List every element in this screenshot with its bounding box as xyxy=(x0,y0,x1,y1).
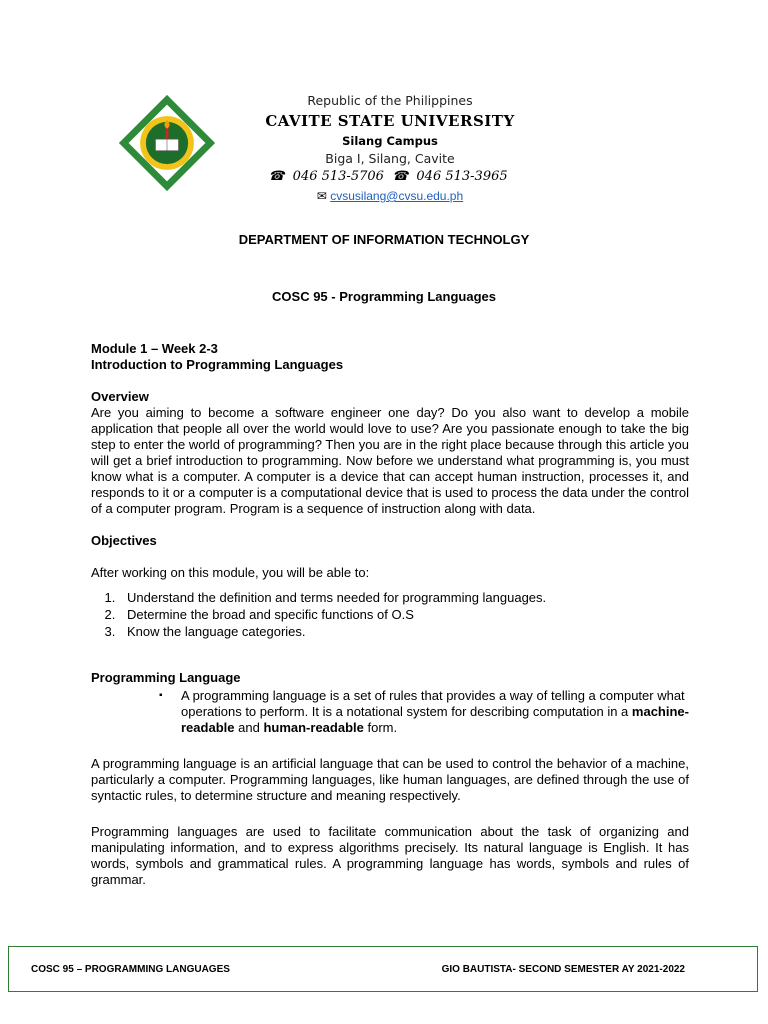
list-item: 3. Know the language categories. xyxy=(119,623,689,640)
department-title: DEPARTMENT OF INFORMATION TECHNOLGY xyxy=(238,232,530,247)
email-line xyxy=(250,187,530,205)
paragraph-artificial-language: A programming language is an artificial language that can be used to control the behavior of a machine, particularly a computer. Programming languages, like human languages, are defined through the use of syntactic rules, to determine structure and meaning respectively. xyxy=(91,756,689,803)
letterhead xyxy=(250,92,530,205)
overview-text: Are you aiming to become a software engineer one day? Do you also want to develop a mobile application that people all over the world would love to use? Are you passionate enough to take the big step to enter the world of programming? Then you are in the right place because through this article you will get a brief introduction to programming. Now before we understand what programming is, you must know what is a computer. A computer is a device that can accept human instruction, processes it, and responds to it or a computer is a computational device that is used to process the data under the control of a computer program. Program is a sequence of instruction along with data. xyxy=(91,405,689,516)
republic-line: Republic of the Philippines xyxy=(307,93,473,108)
course-title: COSC 95 - Programming Languages xyxy=(272,289,496,304)
footer-author: GIO BAUTISTA- SECOND SEMESTER AY 2021-2022 xyxy=(441,964,685,975)
bullet-end: form. xyxy=(367,720,398,735)
envelope-icon: ✉ xyxy=(316,189,327,203)
bullet-and: and xyxy=(238,720,260,735)
campus-address: Biga I, Silang, Cavite xyxy=(325,151,455,166)
email-link[interactable]: cvsusilang@cvsu.edu.ph xyxy=(330,189,464,203)
phone-number-1: 046 513-5706 xyxy=(292,169,384,184)
module-content xyxy=(91,341,689,888)
list-item: 1. Understand the definition and terms needed for programming languages. xyxy=(119,589,689,606)
bullet-icon: ▪ xyxy=(159,690,163,701)
university-seal-logo xyxy=(119,95,215,191)
objectives-intro: After working on this module, you will be able to: xyxy=(91,565,370,580)
campus-name: Silang Campus xyxy=(342,134,438,148)
objectives-heading: Objectives xyxy=(91,533,157,548)
page-footer xyxy=(8,946,758,992)
objectives-list xyxy=(91,589,689,640)
module-title: Introduction to Programming Languages xyxy=(91,357,344,372)
telephone-icon: ☎ xyxy=(268,169,285,184)
telephone-icon: ☎ xyxy=(392,169,409,184)
phone-numbers xyxy=(250,167,530,187)
phone-number-2: 046 513-3965 xyxy=(416,169,508,184)
bullet-text: A programming language is a set of rules that provides a way of telling a computer what operations to perform. It is a notational system for describing computation in a xyxy=(181,688,685,719)
programming-language-heading: Programming Language xyxy=(91,670,241,685)
footer-course: COSC 95 – PROGRAMMING LANGUAGES xyxy=(31,964,230,975)
module-label: Module 1 – Week 2-3 xyxy=(91,341,218,356)
university-name: CAVITE STATE UNIVERSITY xyxy=(265,112,515,130)
human-readable-term: human-readable xyxy=(263,720,364,735)
machine-readable-term: machine-readable xyxy=(181,704,689,735)
overview-heading: Overview xyxy=(91,389,149,404)
paragraph-communication: Programming languages are used to facilitate communication about the task of organizing and manipulating information, and to express algorithms precisely. Its natural language is English. It has words, symbols and grammatical rules. A programming language has words, symbols and rules of grammar. xyxy=(91,824,689,887)
list-item: 2. Determine the broad and specific functions of O.S xyxy=(119,606,689,623)
definition-bullet xyxy=(159,688,689,736)
